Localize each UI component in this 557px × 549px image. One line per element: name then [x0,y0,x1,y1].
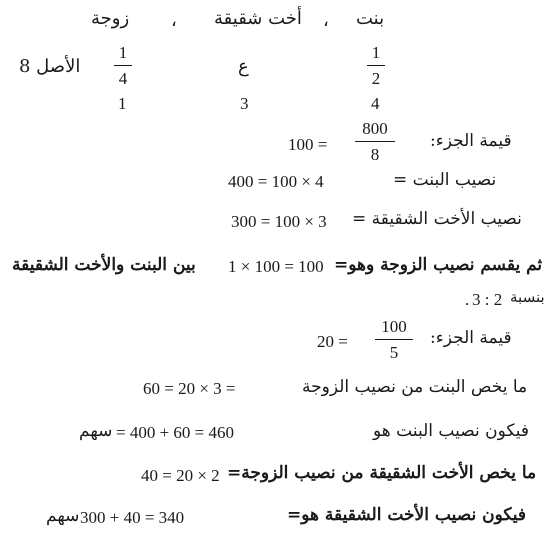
sister-share-label: نصيب الأخت الشقيقة = [352,209,522,229]
sister-share-expr: 300 = 100 × 3 [231,212,327,231]
daughter-from-wife-label: ما يخص البنت من نصيب الزوجة [302,377,528,397]
share-wife: 1 [118,94,127,113]
part-value-2-numerator: 100 [381,317,407,336]
heading-wife: زوجة [91,8,130,29]
asl-label: الأصل 8 [19,56,81,77]
daughter-share-label: نصيب البنت = [393,170,497,190]
paragraph-line-2-start: بنسبة [510,288,545,306]
daughter-total-unit: سهم [79,421,113,441]
part-value-1-fraction [355,120,395,163]
fraction-bar [355,141,395,142]
heading-daughter: بنت [356,8,385,29]
fraction-bar [114,65,132,66]
part-value-2-denominator: 5 [389,343,399,362]
sister-total-label: فيكون نصيب الأخت الشقيقة هو= [287,505,527,525]
sister-total-expr: 300 + 40 = 340 [80,508,185,527]
daughter-total-expr: = 400 + 60 = 460 [116,423,235,442]
part-value-1-result: 100 = [288,135,328,154]
daughter-from-wife-expr: 60 = 20 × 3 = [143,379,236,398]
fraction-bar [367,65,385,66]
share-sister: 3 [240,94,249,113]
wife-fraction-denominator: 4 [118,69,128,88]
paragraph-line-2-ratio: 3 : 2 [472,290,503,309]
share-daughter: 4 [371,94,380,113]
fraction-bar [375,339,413,340]
daughter-total-label: فيكون نصيب البنت هو [373,421,530,441]
sister-total-unit: سهم [46,506,80,526]
paragraph-line-1-expr: 1 × 100 = 100 [228,257,324,276]
sister-residual: ع [238,56,249,77]
part-value-2-label: قيمة الجزء: [430,328,512,348]
daughter-fraction-numerator: 1 [371,43,381,62]
daughter-fraction-denominator: 2 [371,69,381,88]
part-value-1-numerator: 800 [362,119,388,138]
heading-comma-2: ، [171,10,177,31]
wife-fraction-numerator: 1 [118,43,128,62]
sister-from-wife-expr: 40 = 20 × 2 [141,466,220,485]
sister-from-wife-label: ما يخص الأخت الشقيقة من نصيب الزوجة= [227,463,537,483]
part-value-2-fraction [375,318,413,361]
part-value-2-result: 20 = [317,332,348,351]
part-value-1-label: قيمة الجزء: [430,131,512,151]
paragraph-line-1-start: ثم يقسم نصيب الزوجة وهو= [334,255,543,275]
daughter-fraction [367,44,385,87]
part-value-1-denominator: 8 [370,145,380,164]
paragraph-line-1-end: بين البنت والأخت الشقيقة [12,255,196,275]
heading-sister: أخت شقيقة [214,8,302,29]
paragraph-line-2-end: . [465,290,470,309]
heading-comma-1: ، [323,10,329,31]
daughter-share-expr: 400 = 100 × 4 [228,172,324,191]
wife-fraction [114,44,132,87]
